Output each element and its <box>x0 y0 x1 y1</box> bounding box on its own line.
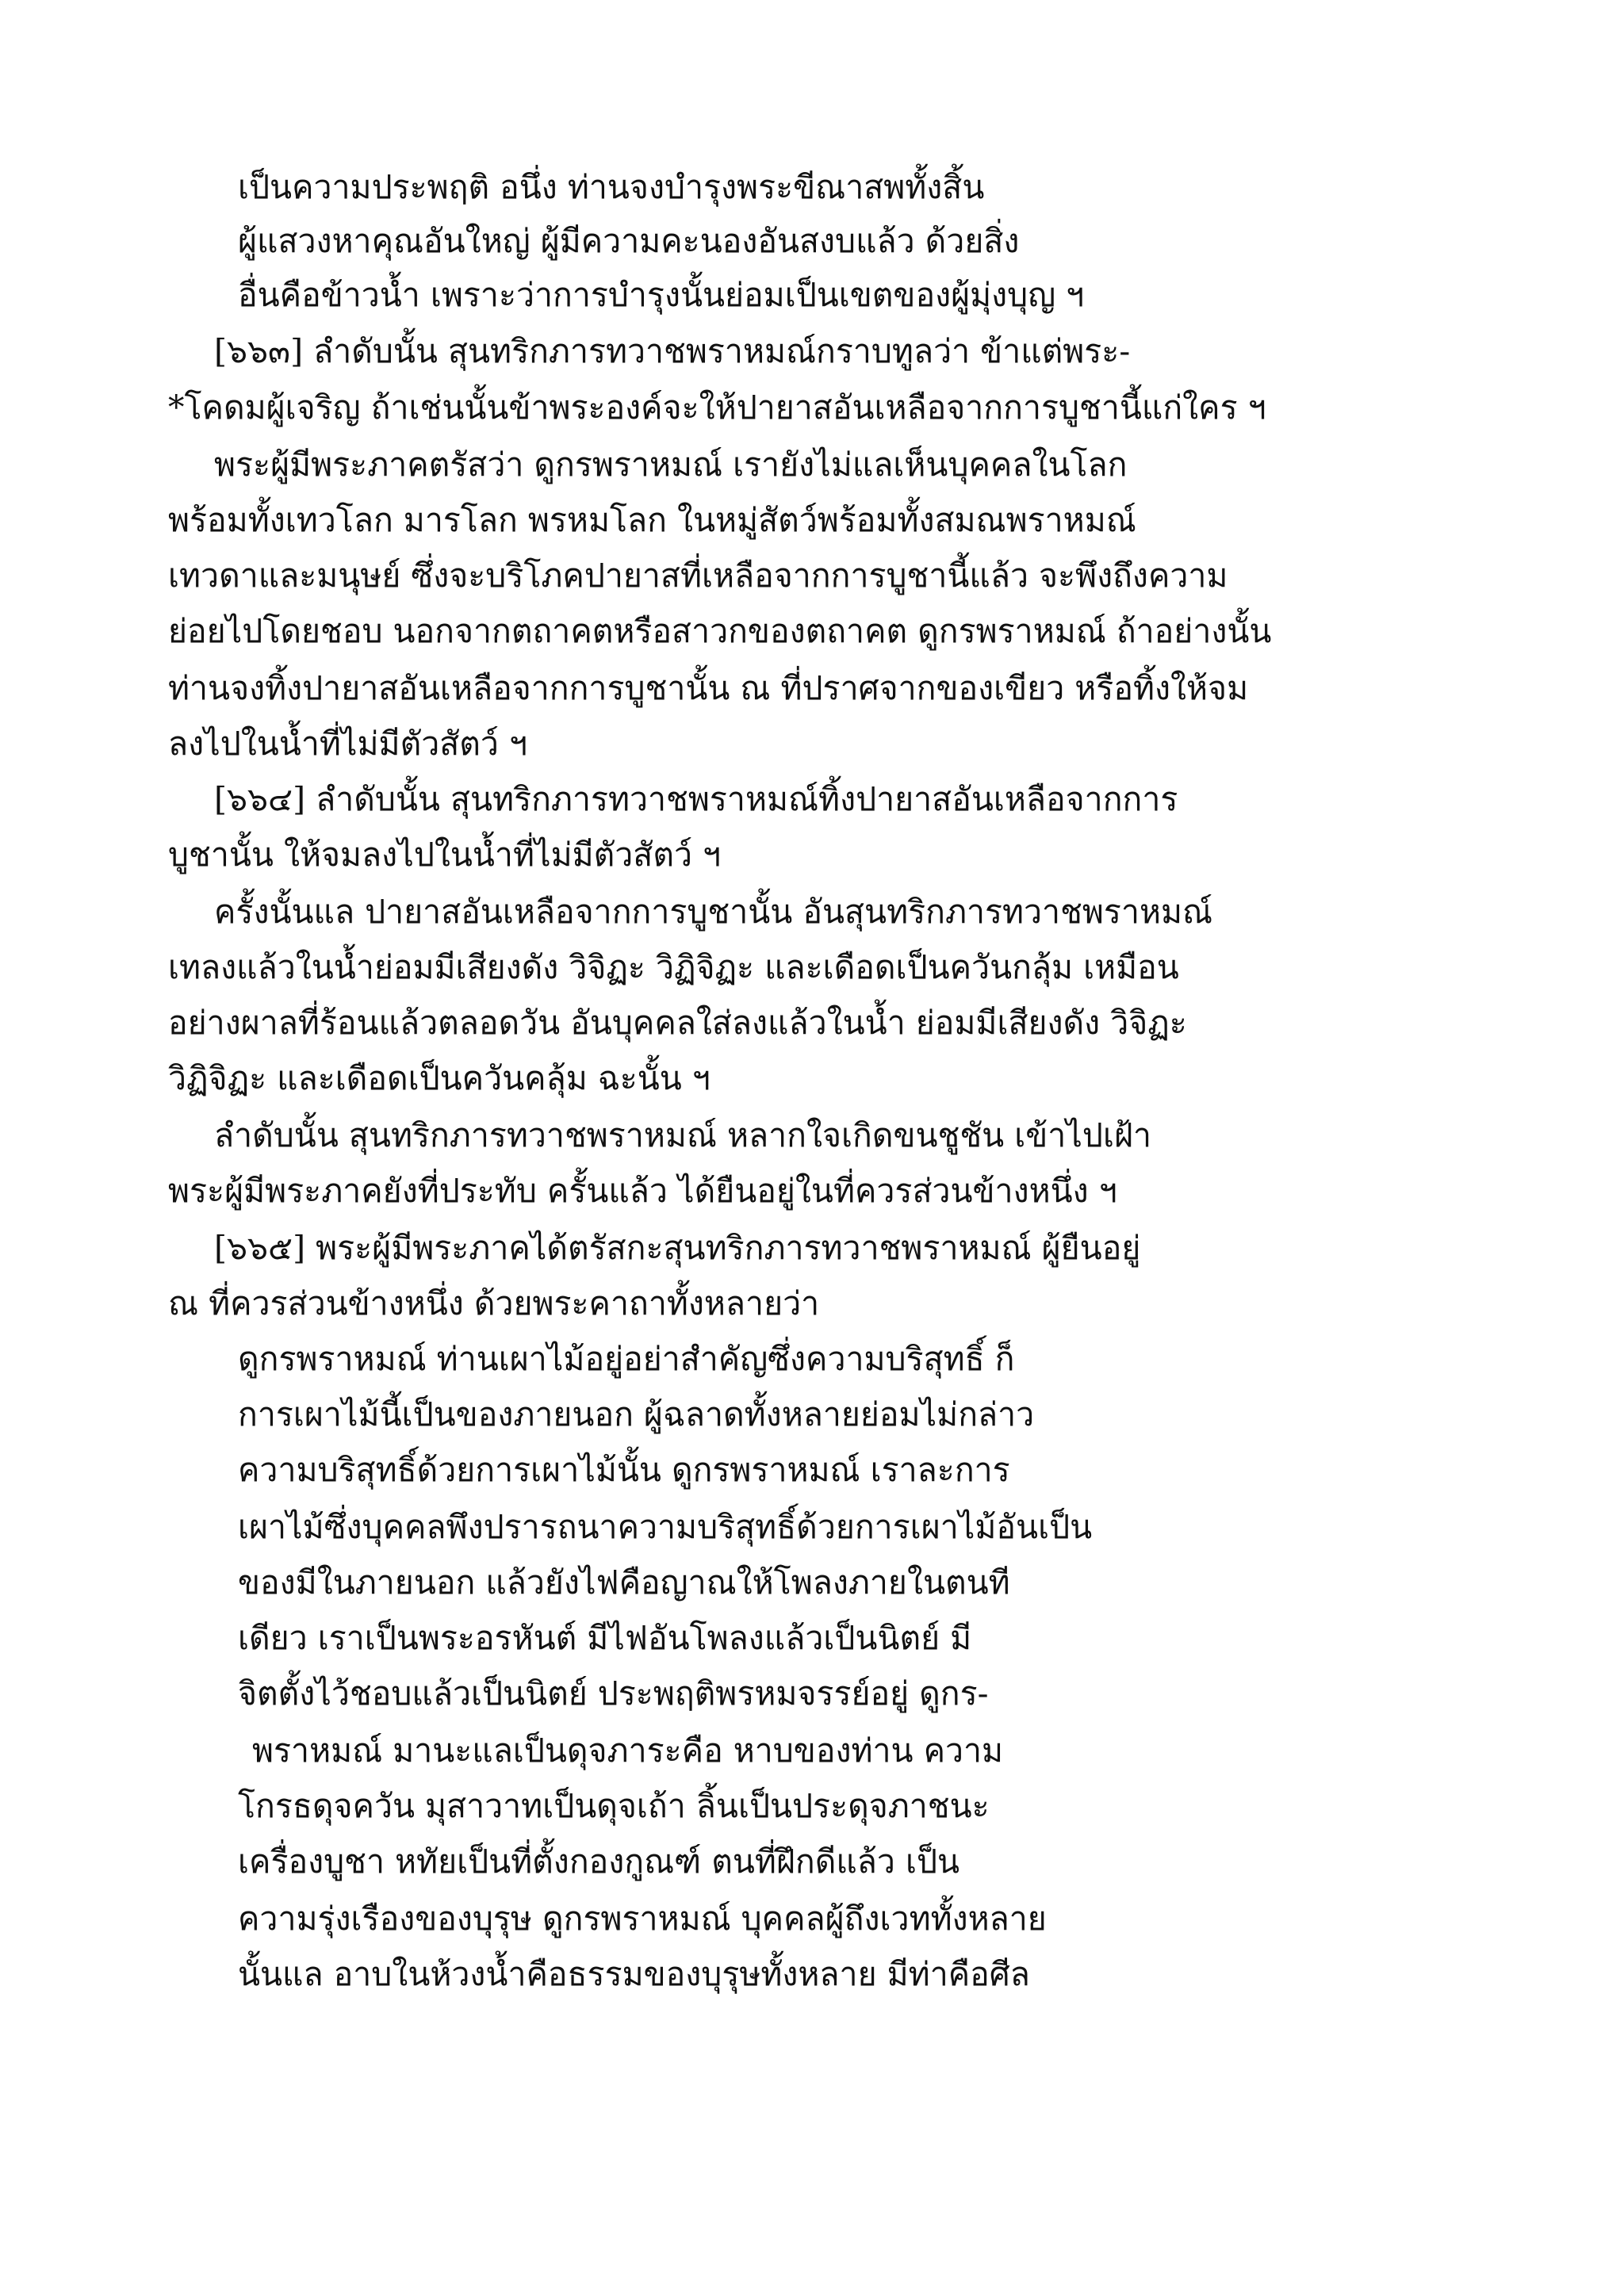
text-line: ความรุ่งเรืองของบุรุษ ดูกรพราหมณ์ บุคคลผู้ถึงเวททั้งหลาย <box>238 1900 1047 1938</box>
text-line: พระผู้มีพระภาคตรัสว่า ดูกรพราหมณ์ เรายังไม่แลเห็นบุคคลในโลก <box>214 446 1128 484</box>
text-line: ณ ที่ควรส่วนข้างหนึ่ง ด้วยพระคาถาทั้งหลายว่า <box>168 1284 820 1322</box>
text-line: พราหมณ์ มานะแลเป็นดุจภาระคือ หาบของท่าน ความ <box>252 1732 1004 1770</box>
text-line: ผู้แสวงหาคุณอันใหญ่ ผู้มีความคะนองอันสงบแล้ว ด้วยสิ่ง <box>238 222 1020 260</box>
text-line: เครื่องบูชา หทัยเป็นที่ตั้งกองกูณฑ์ ตนที่ฝึกดีแล้ว เป็น <box>238 1843 960 1881</box>
text-line: เทลงแล้วในน้ำย่อมมีเสียงดัง วิจิฏะ วิฏิจิฏะ และเดือดเป็นควันกลุ้ม เหมือน <box>168 948 1179 986</box>
text-line: บูชานั้น ให้จมลงไปในน้ำที่ไม่มีตัวสัตว์ ฯ <box>168 836 722 874</box>
text-line: [๖๖๓] ลำดับนั้น สุนทริกภารทวาชพราหมณ์กราบทูลว่า ข้าแต่พระ- <box>214 332 1131 370</box>
text-line: อื่นคือข้าวน้ำ เพราะว่าการบำรุงนั้นย่อมเป็นเขตของผู้มุ่งบุญ ฯ <box>238 276 1085 314</box>
text-line: โกรธดุจควัน มุสาวาทเป็นดุจเถ้า ลิ้นเป็นประดุจภาชนะ <box>238 1787 990 1825</box>
text-line: *โคดมผู้เจริญ ถ้าเช่นนั้นข้าพระองค์จะให้ปายาสอันเหลือจากการบูชานี้แก่ใคร ฯ <box>168 388 1266 427</box>
text-line: เทวดาและมนุษย์ ซึ่งจะบริโภคปายาสที่เหลือจากการบูชานี้แล้ว จะพึงถึงความ <box>168 557 1228 595</box>
text-line: ลำดับนั้น สุนทริกภารทวาชพราหมณ์ หลากใจเกิดขนชูชัน เข้าไปเฝ้า <box>214 1116 1152 1154</box>
text-line: นั้นแล อาบในห้วงน้ำคือธรรมของบุรุษทั้งหลาย มีท่าคือศีล <box>238 1955 1030 1993</box>
text-line: เดียว เราเป็นพระอรหันต์ มีไฟอันโพลงแล้วเป็นนิตย์ มี <box>238 1619 972 1657</box>
text-line: ของมีในภายนอก แล้วยังไฟคือญาณให้โพลงภายในตนที <box>238 1563 1010 1601</box>
text-line: ท่านจงทิ้งปายาสอันเหลือจากการบูชานั้น ณ ที่ปราศจากของเขียว หรือทิ้งให้จม <box>168 669 1249 707</box>
text-line: จิตตั้งไว้ชอบแล้วเป็นนิตย์ ประพฤติพรหมจรรย์อยู่ ดูกร- <box>238 1674 989 1712</box>
text-line: การเผาไม้นี้เป็นของภายนอก ผู้ฉลาดทั้งหลายย่อมไม่กล่าว <box>238 1395 1035 1433</box>
text-line: ย่อยไปโดยชอบ นอกจากตถาคตหรือสาวกของตถาคต ดูกรพราหมณ์ ถ้าอย่างนั้น <box>168 612 1272 650</box>
text-line: [๖๖๕] พระผู้มีพระภาคได้ตรัสกะสุนทริกภารทวาชพราหมณ์ ผู้ยืนอยู่ <box>214 1229 1141 1267</box>
text-line: ดูกรพราหมณ์ ท่านเผาไม้อยู่อย่าสำคัญซึ่งความบริสุทธิ์ ก็ <box>238 1340 1015 1378</box>
text-line: เป็นความประพฤติ อนึ่ง ท่านจงบำรุงพระขีณาสพทั้งสิ้น <box>238 168 985 206</box>
text-line: ความบริสุทธิ์ด้วยการเผาไม้นั้น ดูกรพราหมณ์ เราละการ <box>238 1451 1010 1489</box>
text-line: อย่างผาลที่ร้อนแล้วตลอดวัน อันบุคคลใส่ลงแล้วในน้ำ ย่อมมีเสียงดัง วิจิฏะ <box>168 1004 1187 1042</box>
text-line: วิฏิจิฏะ และเดือดเป็นควันคลุ้ม ฉะนั้น ฯ <box>168 1059 710 1097</box>
text-line: เผาไม้ซึ่งบุคคลพึงปรารถนาความบริสุทธิ์ด้วยการเผาไม้อันเป็น <box>238 1508 1093 1546</box>
text-line: พร้อมทั้งเทวโลก มารโลก พรหมโลก ในหมู่สัตว์พร้อมทั้งสมณพราหมณ์ <box>168 501 1136 539</box>
text-line: ครั้งนั้นแล ปายาสอันเหลือจากการบูชานั้น อันสุนทริกภารทวาชพราหมณ์ <box>214 893 1213 931</box>
text-line: ลงไปในน้ำที่ไม่มีตัวสัตว์ ฯ <box>168 725 527 763</box>
text-line: พระผู้มีพระภาคยังที่ประทับ ครั้นแล้ว ได้ยืนอยู่ในที่ควรส่วนข้างหนึ่ง ฯ <box>168 1172 1117 1210</box>
text-line: [๖๖๔] ลำดับนั้น สุนทริกภารทวาชพราหมณ์ทิ้งปายาสอันเหลือจากการ <box>214 780 1178 818</box>
